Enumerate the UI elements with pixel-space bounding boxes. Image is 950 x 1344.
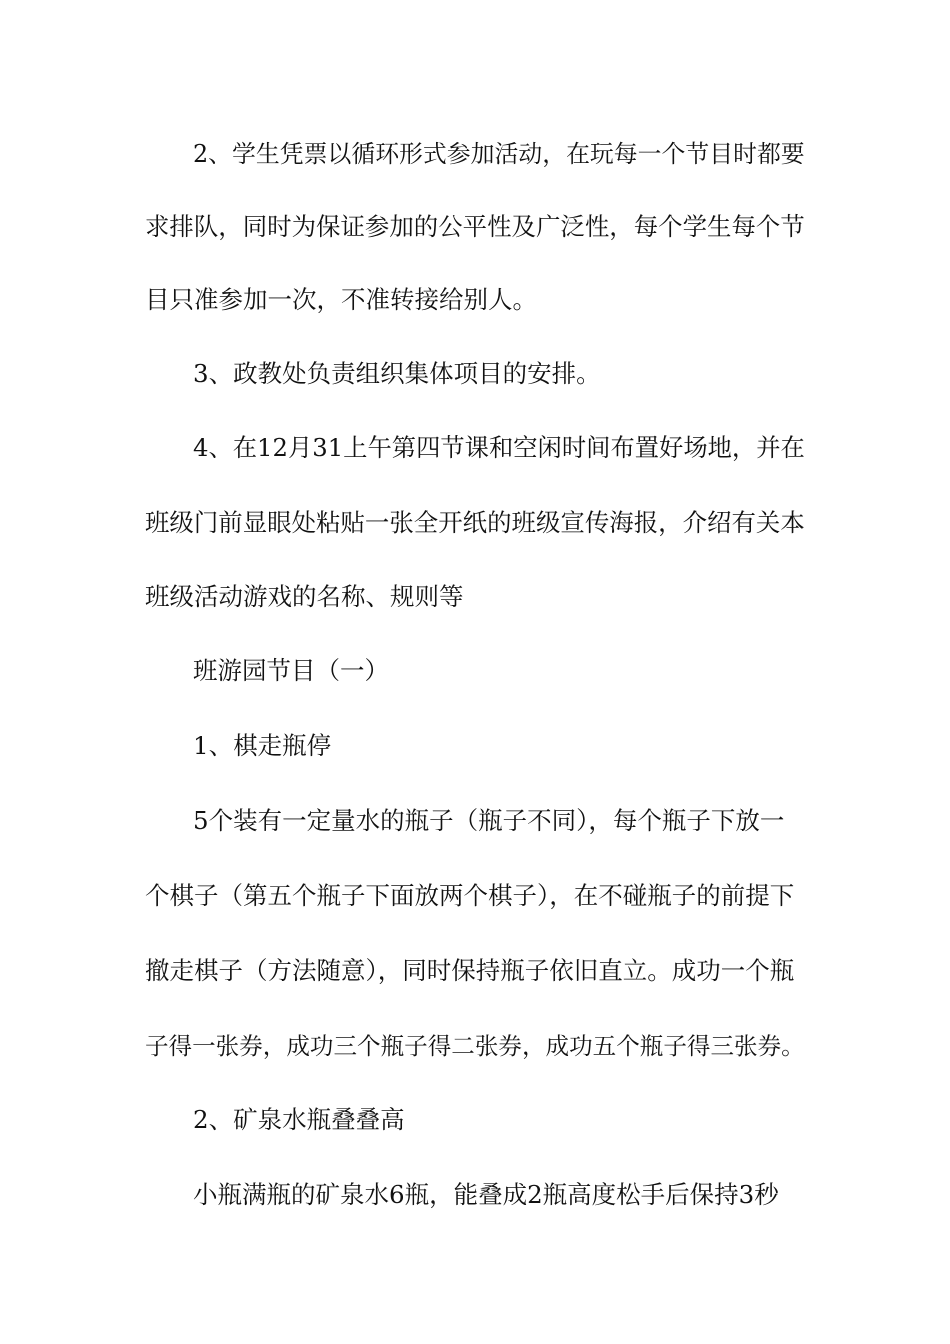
item-heading-2: 2、矿泉水瓶叠叠高 bbox=[193, 1105, 405, 1134]
text-line-5: 4、在12月31上午第四节课和空闲时间布置好场地，并在 bbox=[193, 433, 805, 462]
text-line-7: 班级活动游戏的名称、规则等 bbox=[145, 582, 464, 611]
item-heading-1: 1、棋走瓶停 bbox=[193, 731, 332, 760]
text-line-1: 2、学生凭票以循环形式参加活动，在玩每一个节目时都要 bbox=[193, 140, 805, 168]
text-line-10: 5个装有一定量水的瓶子（瓶子不同），每个瓶子下放一 bbox=[193, 806, 785, 835]
text-line-15: 小瓶满瓶的矿泉水6瓶，能叠成2瓶高度松手后保持3秒 bbox=[193, 1180, 779, 1209]
text-line-3: 目只准参加一次，不准转接给别人。 bbox=[145, 285, 537, 314]
text-line-2: 求排队，同时为保证参加的公平性及广泛性，每个学生每个节 bbox=[145, 212, 805, 241]
text-line-13: 子得一张券，成功三个瓶子得二张券，成功五个瓶子得三张券。 bbox=[145, 1032, 805, 1060]
text-line-12: 撤走棋子（方法随意），同时保持瓶子依旧直立。成功一个瓶 bbox=[145, 956, 795, 985]
text-line-4: 3、政教处负责组织集体项目的安排。 bbox=[193, 359, 601, 388]
text-line-6: 班级门前显眼处粘贴一张全开纸的班级宣传海报，介绍有关本 bbox=[145, 508, 805, 537]
text-line-11: 个棋子（第五个瓶子下面放两个棋子），在不碰瓶子的前提下 bbox=[145, 881, 795, 910]
section-heading: 班游园节目（一） bbox=[193, 656, 389, 685]
